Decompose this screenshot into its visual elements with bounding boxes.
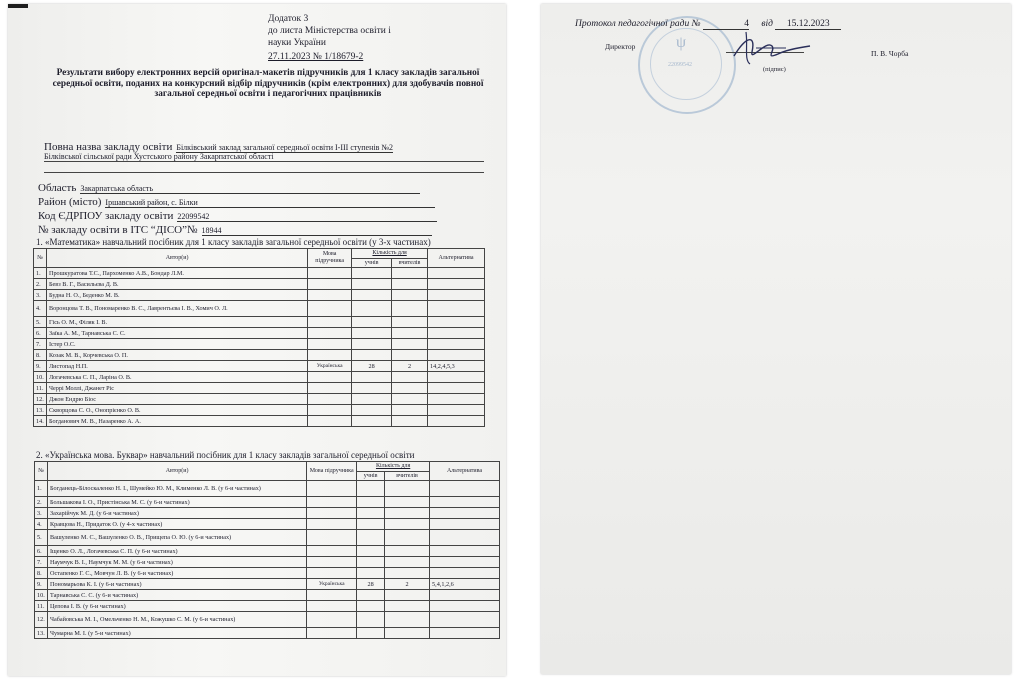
field-itc-diso [38,220,432,238]
author-cell: Козак М. В., Корчевська О. П. [46,350,307,361]
page-corner-mark [8,4,28,8]
col-header-teachers: вчителів [385,472,430,481]
students-count-cell [357,557,385,568]
table-row [35,590,500,601]
section-2-title: 2. «Українська мова. Буквар» навчальний посібник для 1 класу закладів загальної середньої освіти [36,450,415,460]
teachers-count-cell [392,416,428,427]
row-number: 7. [35,557,48,568]
teachers-count-cell [392,317,428,328]
language-cell [308,290,352,301]
author-cell: Будна Н. О., Беденко М. В. [46,290,307,301]
alternative-cell [428,339,485,350]
alternative-cell [428,328,485,339]
col-header-alternative: Альтернатива [430,462,500,481]
author-cell: Кравцова Н., Придаток О. (у 4-х частинах) [47,519,306,530]
official-stamp [638,16,736,114]
language-cell [308,339,352,350]
alternative-cell [430,612,500,628]
row-number: 12. [35,612,48,628]
author-cell: Богданець-Білоскаленко Н. І., Шумейко Ю. М., Клименко Л. В. (у 6-и частинах) [47,481,306,497]
language-cell: Українська [308,361,352,372]
teachers-count-cell [392,290,428,301]
table-row [35,601,500,612]
table-row [35,481,500,497]
district-value: Іршавський район, с. Білки [105,198,435,208]
language-cell [308,268,352,279]
students-count-cell [352,416,392,427]
table-row [35,508,500,519]
teachers-count-cell [385,508,430,519]
alternative-cell [428,416,485,427]
alternative-cell [430,546,500,557]
col-header-number: № [34,249,47,268]
table-row [34,317,485,328]
table-row [35,612,500,628]
table-row [34,328,485,339]
teachers-count-cell [385,601,430,612]
table-row [34,301,485,317]
alternative-cell [430,557,500,568]
language-cell [308,279,352,290]
students-count-cell [352,290,392,301]
table-row [34,279,485,290]
mathematics-table [33,248,485,427]
table-row [35,568,500,579]
teachers-count-cell [385,497,430,508]
alternative-cell [430,590,500,601]
col-header-quantity: Кількість для [357,462,430,472]
header-line-3: науки України [268,38,326,48]
header-line-2: до листа Міністерства освіти і [268,26,391,36]
students-count-cell [352,317,392,328]
language-cell [307,497,357,508]
alternative-cell [428,383,485,394]
alternative-cell [428,268,485,279]
students-count-cell [357,508,385,519]
alternative-cell [430,568,500,579]
table-row [34,416,485,427]
protocol-from-label: від [761,19,773,29]
language-cell [308,350,352,361]
teachers-count-cell [385,530,430,546]
row-number: 13. [34,405,47,416]
table-row [35,530,500,546]
oblast-value: Закарпатська область [80,184,420,194]
full-name-value: Білківський заклад загальної середньої освіти І-ІІІ ступенів №2 [176,143,394,152]
alternative-cell [428,372,485,383]
ukrainian-bukvar-table [34,461,500,639]
students-count-cell [352,328,392,339]
protocol-date: 15.12.2023 [775,19,841,30]
author-cell: Захарійчук М. Д. (у 6-и частинах) [47,508,306,519]
teachers-count-cell: 2 [385,579,430,590]
author-cell: Черрі Моллі, Джанет Ріс [46,383,307,394]
author-cell: Істер О.С. [46,339,307,350]
header-letter-number: 27.11.2023 № 1/18679-2 [268,52,364,62]
language-cell [307,590,357,601]
students-count-cell [352,405,392,416]
col-header-students: учнів [357,472,385,481]
alternative-cell [430,601,500,612]
author-cell: Большакова І. О., Пристінська М. С. (у 6-и частинах) [47,497,306,508]
district-label: Район (місто) [38,196,102,208]
alternative-cell [430,628,500,639]
itc-value: 18944 [202,226,432,236]
row-number: 3. [35,508,48,519]
row-number: 2. [35,497,48,508]
students-count-cell: 28 [357,579,385,590]
students-count-cell [357,546,385,557]
teachers-count-cell [392,339,428,350]
teachers-count-cell [392,301,428,317]
alternative-cell [428,301,485,317]
students-count-cell [357,519,385,530]
teachers-count-cell [392,394,428,405]
row-number: 10. [34,372,47,383]
teachers-count-cell [392,268,428,279]
teachers-count-cell [392,279,428,290]
students-count-cell [357,628,385,639]
alternative-cell [428,317,485,328]
alternative-cell: 5,4,1,2,6 [430,579,500,590]
author-cell: Цепова І. В. (у 6-и частинах) [47,601,306,612]
director-label: Директор [605,42,636,51]
students-count-cell [352,372,392,383]
col-header-author: Автор(и) [46,249,307,268]
col-header-number: № [35,462,48,481]
author-cell: Тарнавська С. С. (у 6-и частинах) [47,590,306,601]
full-name-label: Повна назва закладу освіти [44,141,173,153]
row-number: 5. [34,317,47,328]
table-row [34,339,485,350]
teachers-count-cell [385,557,430,568]
language-cell [307,557,357,568]
row-number: 2. [34,279,47,290]
row-number: 14. [34,416,47,427]
row-number: 13. [35,628,48,639]
alternative-cell: 14,2,4,5,3 [428,361,485,372]
students-count-cell [352,383,392,394]
author-cell: Воронцова Т. В., Пономаренко В. С., Лаврентьєва І. В., Хомич О. Л. [46,301,307,317]
header-line-1: Додаток 3 [268,14,309,24]
language-cell [307,481,357,497]
alternative-cell [428,350,485,361]
students-count-cell [352,268,392,279]
document-title: Результати вибору електронних версій оригінал-макетів підручників для 1 класу закладів загальної середньої освіти, поданих на конкурсний відбір підручників (крім електронних) для здобувачів повної загальної середньої освіти і педагогічних працівників [52,68,484,99]
author-cell: Вашуленко М. С., Вашуленко О. В., Прищепа О. Ю. (у 6-и частинах) [47,530,306,546]
teachers-count-cell [392,328,428,339]
author-cell: Остапенко Г. С., Мовчун Л. В. (у 6-и частинах) [47,568,306,579]
row-number: 12. [34,394,47,405]
edrpou-value: 22099542 [177,212,437,222]
teachers-count-cell [385,546,430,557]
students-count-cell [352,301,392,317]
alternative-cell [430,519,500,530]
students-count-cell [357,530,385,546]
author-cell: Логачевська С. П., Ларіна О. В. [46,372,307,383]
students-count-cell [357,568,385,579]
students-count-cell [357,612,385,628]
teachers-count-cell [385,612,430,628]
teachers-count-cell [385,628,430,639]
underline [44,161,484,162]
table-row [35,579,500,590]
author-cell: Бевз В. Г., Васильєва Д. В. [46,279,307,290]
teachers-count-cell [392,383,428,394]
teachers-count-cell [385,481,430,497]
language-cell [308,394,352,405]
table-row [34,350,485,361]
underline [44,172,484,173]
language-cell [307,530,357,546]
author-cell: Гісь О. М., Філяк І. В. [46,317,307,328]
students-count-cell [352,350,392,361]
author-cell: Пономарьова К. І. (у 6-и частинах) [47,579,306,590]
row-number: 10. [35,590,48,601]
col-header-author: Автор(и) [47,462,306,481]
edrpou-label: Код ЄДРПОУ закладу освіти [38,210,174,222]
trident-icon: ψ [676,34,687,51]
table-row [35,557,500,568]
row-number: 6. [34,328,47,339]
row-number: 4. [35,519,48,530]
language-cell [307,601,357,612]
teachers-count-cell [392,405,428,416]
teachers-count-cell [385,519,430,530]
teachers-count-cell [385,590,430,601]
author-cell: Чабайовська М. І., Омельченко Н. М., Кожушко С. М. (у 6-и частинах) [47,612,306,628]
table-row [34,372,485,383]
alternative-cell [428,405,485,416]
protocol-label: Протокол педагогічної ради № [575,19,701,29]
col-header-students: учнів [352,259,392,268]
row-number: 1. [34,268,47,279]
row-number: 8. [34,350,47,361]
students-count-cell [357,497,385,508]
language-cell [307,612,357,628]
language-cell [307,546,357,557]
author-cell: Богданович М. В., Назаренко А. А. [46,416,307,427]
table-header-row [34,249,485,259]
alternative-cell [428,279,485,290]
language-cell [307,519,357,530]
language-cell [308,328,352,339]
author-cell: Джон Ендрю Біос [46,394,307,405]
alternative-cell [430,481,500,497]
teachers-count-cell [392,372,428,383]
signature-caption: (підпис) [763,66,786,73]
row-number: 11. [34,383,47,394]
table-row [35,628,500,639]
language-cell [307,568,357,579]
teachers-count-cell [385,568,430,579]
table-row [34,361,485,372]
col-header-language: Мова підручника [308,249,352,268]
table-row [34,383,485,394]
teachers-count-cell: 2 [392,361,428,372]
col-header-language: Мова підручника [307,462,357,481]
students-count-cell [352,394,392,405]
row-number: 8. [35,568,48,579]
row-number: 11. [35,601,48,612]
table-row [35,519,500,530]
row-number: 5. [35,530,48,546]
director-signature [726,26,816,68]
table-row [34,268,485,279]
row-number: 4. [34,301,47,317]
language-cell [308,301,352,317]
document-page-left [8,4,506,676]
language-cell: Українська [307,579,357,590]
students-count-cell [357,481,385,497]
director-name: П. В. Чорба [871,49,909,58]
language-cell [307,508,357,519]
table-row [34,290,485,301]
language-cell [308,405,352,416]
author-cell: Чумарна М. І. (у 5-и частинах) [47,628,306,639]
alternative-cell [430,508,500,519]
author-cell: Заїка А. М., Тарнавська С. С. [46,328,307,339]
table-row [34,394,485,405]
alternative-cell [430,497,500,508]
language-cell [308,317,352,328]
alternative-cell [428,290,485,301]
row-number: 6. [35,546,48,557]
oblast-label: Область [38,182,77,194]
full-name-value-line-2: Білківської сільської ради Хустського району Закарпатської області [44,152,274,161]
students-count-cell [357,601,385,612]
students-count-cell: 28 [352,361,392,372]
language-cell [308,416,352,427]
author-cell: Наумчук В. І., Наумчук М. М. (у 6-и частинах) [47,557,306,568]
row-number: 1. [35,481,48,497]
author-cell: Листопад Н.П. [46,361,307,372]
col-header-quantity: Кількість для [352,249,428,259]
language-cell [308,372,352,383]
students-count-cell [357,590,385,601]
table-header-row [35,462,500,472]
row-number: 7. [34,339,47,350]
col-header-alternative: Альтернатива [428,249,485,268]
alternative-cell [428,394,485,405]
document-page-right [541,4,1011,674]
language-cell [307,628,357,639]
row-number: 3. [34,290,47,301]
row-number: 9. [34,361,47,372]
author-cell: Іщенко О. Л., Логачевська С. П. (у 6-и частинах) [47,546,306,557]
table-row [35,497,500,508]
stamp-code: 22099542 [668,62,692,68]
row-number: 9. [35,579,48,590]
col-header-teachers: вчителів [392,259,428,268]
protocol-number: 4 [703,19,749,30]
table-row [35,546,500,557]
author-cell: Прошкуратова Т.С., Пархоменко А.В., Бондар Л.М. [46,268,307,279]
itc-label: № закладу освіти в ІТС “ДІСО”№ [38,224,198,236]
students-count-cell [352,339,392,350]
author-cell: Скворцова С. О., Онопрієнко О. В. [46,405,307,416]
table-row [34,405,485,416]
students-count-cell [352,279,392,290]
language-cell [308,383,352,394]
teachers-count-cell [392,350,428,361]
alternative-cell [430,530,500,546]
section-1-title: 1. «Математика» навчальний посібник для 1 класу закладів загальної середньої освіти (у 3-х частинах) [36,237,431,247]
